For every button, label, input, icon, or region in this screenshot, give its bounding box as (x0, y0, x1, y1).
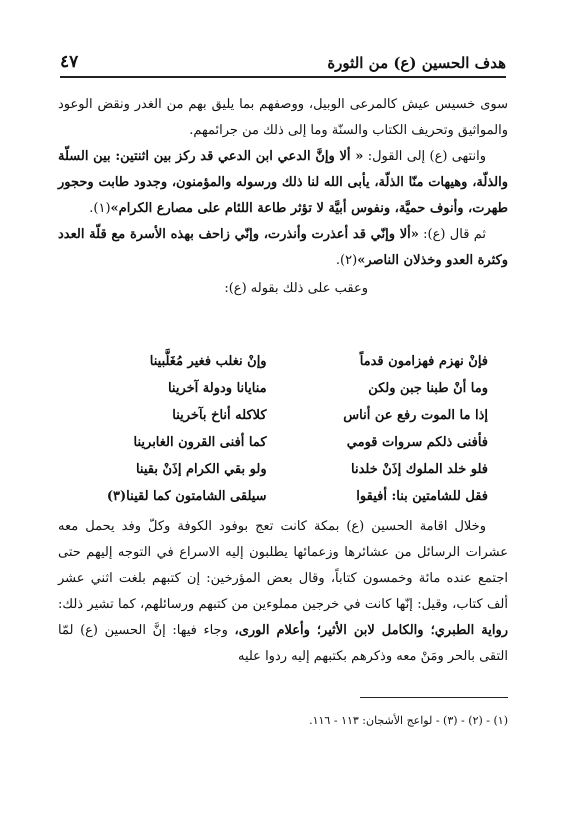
hemistich-first: فإنْ نهزم فهزامون قدماً (359, 354, 488, 369)
poem-couplet (78, 429, 488, 456)
paragraph-4-text-b: وجاء فيها: إنَّ الحسين (ع) لمّا التقى بالحر ومَنْ معه وذكرهم بكتبهم إليه ردوا عليه (58, 623, 508, 664)
page-number: ٤٧ (60, 52, 79, 72)
paragraph-2-intro: وانتهى (ع) إلى القول: (363, 149, 486, 164)
paragraph-3-intro: ثم قال (ع): (418, 227, 486, 242)
hemistich-first: إذا ما الموت رفع عن أناس (343, 408, 488, 423)
main-text-continued (58, 514, 508, 670)
running-header (60, 48, 506, 72)
paragraph-4 (58, 514, 508, 670)
hemistich-first: فلو خلد الملوك إذَنْ خلدنا (350, 462, 488, 477)
hemistich-first: فقل للشامتين بنا: أفيقوا (356, 489, 488, 504)
paragraph-3 (58, 222, 508, 274)
paragraph-4-text-a: وخلال اقامة الحسين (ع) بمكة كانت تعج بوفود الكوفة وكلّ وفد يحمل معه عشرات الرسائل من عشائرها وزعمائها يطلبون إليه الاسراع في التوجه إليهم حتى اجتمع عنده مائة وخمسون كتاباً، وقال بعض المؤرخين: إن كتبهم بلغت اثني عشر ألف كتاب، وقيل: إنّها كانت في خرجين مملوءين من كتبهم ورسائلهم، كما تشير ذلك: (58, 519, 508, 612)
footnote-rule (360, 697, 508, 698)
poem-couplet (78, 348, 488, 375)
hemistich-second: كما أفنى القرون الغابرينا (133, 435, 267, 450)
hemistich-second: سيلقى الشامتون كما لقينا(٣) (106, 489, 267, 504)
paragraph-3-quote: «ألا وإنّي قد أعذرت وأنذرت، وإنّي زاحف بهذه الأسرة مع قلّة العدد وكثرة العدو وخذلان الناصر» (58, 227, 508, 268)
header-rule (60, 76, 506, 78)
poem-couplet (78, 402, 488, 429)
paragraph-2-quote: « ألا وإنَّ الدعي ابن الدعي قد ركز بين اثنتين: بين السلّة والذلّة، وهيهات منّا الذلّة، يأبى الله لنا ذلك ورسوله والمؤمنون، وجدود طابت وحجور طهرت، وأنوف حميَّة، ونفوس أبيَّة لا تؤثر طاعة اللئام على مصارع الكرام» (58, 149, 508, 216)
hemistich-second: منايانا ودولة آخرينا (167, 381, 267, 396)
poem-couplet (78, 375, 488, 402)
hemistich-second: وإنْ نغلب فغير مُغَلَّبينا (149, 354, 267, 369)
poem-couplet (78, 456, 488, 483)
hemistich-second: كلاكله أناخ بآخرينا (172, 408, 267, 423)
poem-intro: وعقب على ذلك بقوله (ع): (224, 281, 368, 296)
hemistich-first: فأفنى ذلكم سروات قومي (346, 435, 488, 450)
hemistich-second: ولو بقي الكرام إذَنْ بقينا (135, 462, 267, 477)
hemistich-first: وما أنْ طبنا جبن ولكن (368, 381, 488, 396)
main-text (58, 92, 508, 302)
poem-couplet (78, 483, 488, 510)
paragraph-1: سوى خسيس عيش كالمرعى الوبيل، ووصفهم بما يليق بهم من الغدر ونقض الوعود والمواثيق وتحريف الكتاب والسنّة وما إلى ذلك من جرائمهم. (58, 97, 508, 138)
header-title: هدف الحسين (ع) من الثورة (327, 54, 506, 72)
paragraph-2 (58, 144, 508, 222)
footnote-ref-1: (١). (89, 201, 111, 216)
paragraph-4-sources: رواية الطبري؛ والكامل لابن الأثير؛ وأعلام الورى، (234, 623, 509, 638)
footnote: (١) - (٢) - (٣) - لواعج الأشجان: ١١٣ - ١١٦. (309, 714, 508, 727)
poem (78, 348, 488, 510)
footnote-ref-2: (٢). (335, 253, 358, 268)
